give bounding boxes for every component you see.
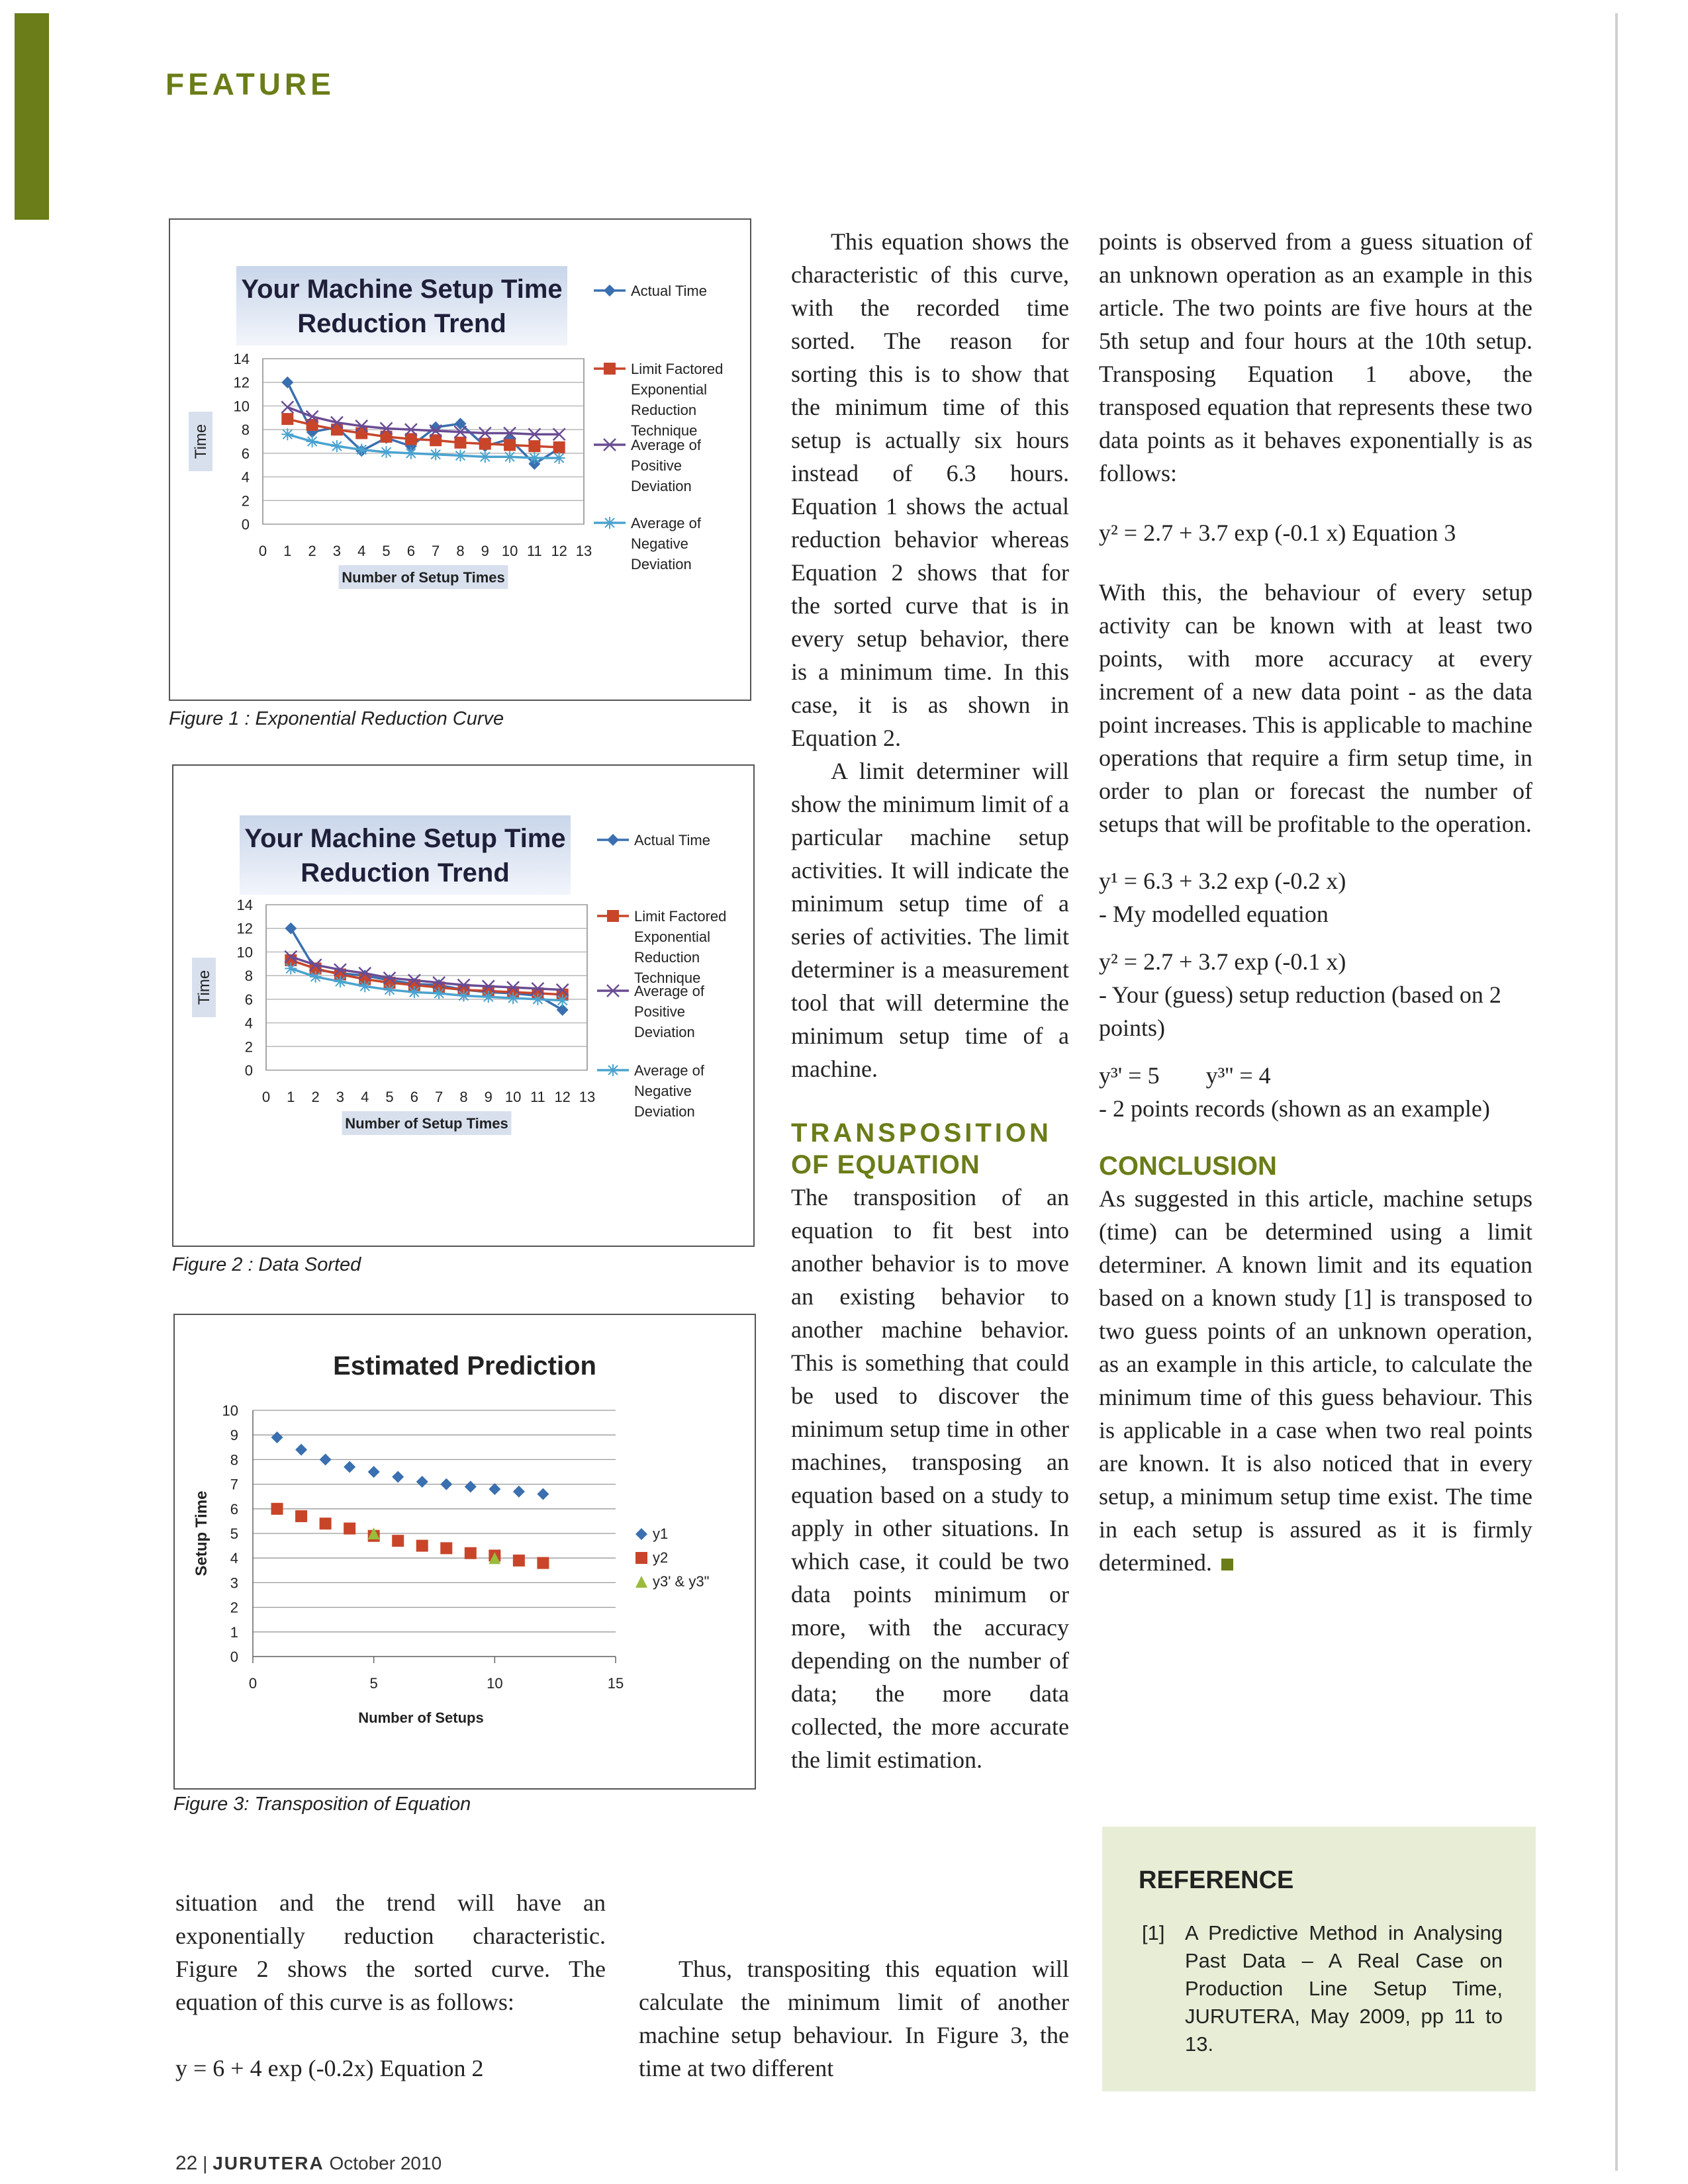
data-point — [285, 923, 297, 934]
page-footer — [175, 2152, 442, 2175]
transposition-heading-line-2: OF EQUATION — [791, 1150, 980, 1179]
y-tick-label: 0 — [241, 516, 250, 533]
data-point — [416, 1540, 428, 1552]
x-tick-label: 7 — [432, 543, 440, 559]
chart-title-line-1: Your Machine Setup Time — [244, 824, 566, 853]
x-tick-label: 11 — [526, 543, 542, 559]
x-tick-label: 0 — [258, 543, 267, 559]
figure-2-chart — [173, 766, 753, 1246]
y1-equation: y¹ = 6.3 + 3.2 exp (-0.2 x) — [1099, 868, 1346, 894]
y3-second-point: y³'' = 4 — [1205, 1062, 1271, 1089]
conclusion-paragraph — [1099, 1182, 1532, 1579]
data-point — [528, 440, 540, 452]
y-tick-label: 10 — [236, 944, 253, 961]
legend-label: Reduction — [634, 949, 700, 966]
y-axis-title — [189, 412, 212, 471]
x-tick-label: 5 — [369, 1675, 378, 1692]
legend-label: Deviation — [634, 1024, 695, 1040]
series-1 — [285, 923, 568, 1016]
y-tick-label: 3 — [230, 1574, 238, 1592]
legend-label: Reduction — [631, 402, 697, 418]
legend-label: Average of — [631, 515, 702, 531]
chart-title-banner — [236, 266, 567, 345]
data-point — [483, 991, 494, 1003]
data-point — [489, 1483, 500, 1495]
y-tick-label: 6 — [230, 1500, 238, 1518]
data-point — [320, 1453, 332, 1465]
y-tick-label: 8 — [241, 422, 250, 439]
middle-paragraph-1: This equation shows the characteristic of this curve, with the recorded time sorted. The reason for sorting this is to show that the minimum time of this setup is actually six hours instead of 6.3 hours. Equation 1 shows the actual reduction behavior whereas Equation 2 shows that for the sorted curve that is in every setup behavior, there is a minimum time. In this case, it is as shown in Equation 2. — [791, 228, 1069, 751]
x-tick-label: 12 — [554, 1089, 571, 1105]
legend — [597, 832, 726, 1120]
x-tick-label: 6 — [406, 543, 415, 559]
series-line — [291, 960, 562, 995]
data-point — [537, 1557, 549, 1569]
legend-label: Exponential — [631, 381, 707, 398]
legend-label: y2 — [653, 1549, 669, 1566]
data-point — [557, 995, 569, 1007]
equation-2: y = 6 + 4 exp (-0.2x) Equation 2 — [175, 2055, 484, 2081]
data-point — [320, 1518, 332, 1529]
x-axis-title-text: Number of Setup Times — [342, 569, 505, 586]
x-tick-label: 13 — [575, 543, 592, 559]
legend-swatch-marker — [604, 285, 616, 296]
issue-date: October 2010 — [329, 2153, 442, 2173]
data-point — [513, 1486, 525, 1498]
page-edge-line — [1615, 13, 1618, 2171]
legend-swatch-marker — [635, 1576, 647, 1588]
middle-bottom-column — [639, 1952, 1069, 2085]
legend-label: Limit Factored — [631, 361, 724, 377]
legend-label: y3' & y3" — [653, 1573, 710, 1590]
data-point — [513, 1555, 525, 1567]
legend-swatch-marker — [604, 363, 616, 375]
y2-equation: y² = 2.7 + 3.7 exp (-0.1 x) — [1099, 948, 1346, 975]
chart-title-line-2: Reduction Trend — [297, 309, 506, 338]
data-point — [465, 1547, 477, 1559]
middle-paragraph-4: Thus, transpositing this equation will calculate the minimum limit of another machine setup behaviour. In Figure 3, the time at two different — [639, 1956, 1069, 2081]
middle-paragraph-3: The transposition of an equation to fit best into another behavior is to move an existing behavior to another machine behavior. This is something that could be used to discover the minimum setup time in other machines, transposing an equation based on a study to apply in other situations. In which case, it could be two data points minimum or more, with the accuracy depending on the number of data; the more data collected, the more accurate the limit estimation. — [791, 1184, 1069, 1773]
data-point — [504, 451, 516, 463]
legend-label: Deviation — [634, 1103, 695, 1120]
right-paragraph-1: points is observed from a guess situation of an unknown operation as an example in this article. The two points are five hours at the 5th setup and four hours at the 10th setup. Transposing Equation 1 above, the transposed equation that represents these two data points as it behaves exponentially is as follows: — [1099, 228, 1532, 486]
y-tick-label: 10 — [233, 398, 250, 415]
x-axis-title — [339, 565, 508, 589]
conclusion-heading: CONCLUSION — [1099, 1152, 1277, 1181]
data-point — [504, 439, 516, 451]
data-point — [281, 413, 293, 425]
figure-1-caption: Figure 1 : Exponential Reduction Curve — [169, 708, 504, 729]
y-tick-label: 10 — [222, 1402, 238, 1419]
data-point — [416, 1476, 428, 1488]
x-tick-label: 7 — [435, 1089, 444, 1105]
x-tick-label: 9 — [481, 543, 489, 559]
equation-3: y² = 2.7 + 3.7 exp (-0.1 x) Equation 3 — [1099, 520, 1456, 546]
reference-title: REFERENCE — [1139, 1866, 1294, 1894]
data-point — [392, 1471, 404, 1482]
y3-first-point: y³' = 5 — [1099, 1062, 1160, 1089]
legend-swatch-marker — [607, 910, 619, 922]
data-point — [465, 1480, 477, 1492]
data-point — [295, 1444, 307, 1456]
reference-number: [1] — [1142, 1921, 1165, 1944]
series-3 — [281, 401, 565, 440]
figure-1 — [169, 218, 751, 701]
figure-2-caption: Figure 2 : Data Sorted — [172, 1254, 361, 1275]
data-point — [281, 377, 293, 388]
x-tick-label: 10 — [501, 543, 518, 559]
x-tick-label: 11 — [530, 1089, 545, 1105]
figure-3-caption: Figure 3: Transposition of Equation — [173, 1794, 471, 1815]
legend-swatch-marker — [607, 834, 619, 846]
data-point — [405, 447, 417, 459]
x-tick-label: 3 — [336, 1089, 345, 1105]
data-point — [507, 992, 519, 1004]
x-tick-label: 15 — [607, 1675, 624, 1692]
y3-note: - 2 points records (shown as an example) — [1099, 1095, 1490, 1122]
series-line — [287, 383, 559, 464]
legend-label: Negative — [631, 535, 688, 552]
legend-label: Deviation — [631, 478, 692, 494]
legend-label: Actual Time — [631, 283, 707, 299]
y-tick-label: 12 — [233, 374, 250, 391]
data-point — [433, 987, 445, 999]
x-tick-label: 8 — [459, 1089, 468, 1105]
y-tick-label: 4 — [244, 1015, 253, 1032]
x-tick-label: 0 — [248, 1675, 258, 1692]
y-tick-label: 14 — [236, 897, 253, 913]
x-tick-label: 0 — [261, 1089, 271, 1105]
x-tick-label: 2 — [308, 543, 316, 559]
data-point — [553, 441, 565, 453]
legend-label: Actual Time — [634, 832, 710, 848]
y-tick-label: 0 — [230, 1649, 238, 1665]
y2-note: - Your (guess) setup reduction (based on 2 points) — [1099, 981, 1501, 1041]
data-point — [479, 438, 491, 450]
middle-column — [791, 225, 1069, 1776]
figure-2 — [172, 764, 755, 1247]
transposition-heading-line-1: TRANSPOSITION — [791, 1118, 1052, 1148]
y-tick-label: 14 — [233, 351, 250, 367]
series-2 — [271, 1503, 549, 1569]
data-point — [331, 424, 343, 435]
y1-note: - My modelled equation — [1099, 901, 1329, 927]
legend-label: Average of — [634, 1062, 705, 1079]
y-tick-label: 8 — [230, 1451, 238, 1469]
y-axis-title-text: Time — [195, 970, 213, 1005]
data-point — [344, 1523, 355, 1535]
data-point — [359, 980, 371, 992]
x-tick-label: 12 — [551, 543, 567, 559]
data-point — [306, 435, 318, 447]
y-tick-label: 4 — [230, 1550, 238, 1567]
chart-title: Estimated Prediction — [333, 1351, 596, 1381]
conclusion-text: As suggested in this article, machine setups (time) can be determined using a limit determiner. A known limit and its equation based on a known study [1] is transposed to two guess points of an unknown operation, as an example in this article, to calculate the minimum time of this guess behaviour. This is applicable in a case when two real points are known. It is also noticed that in every setup, a minimum setup time exist. The time in each setup is assured as it is firmly determined. — [1099, 1185, 1532, 1576]
legend-swatch-marker — [635, 1528, 647, 1540]
data-point — [479, 451, 491, 463]
data-point — [440, 1542, 452, 1554]
x-tick-label: 4 — [357, 543, 366, 559]
legend-label: Limit Factored — [634, 908, 727, 925]
right-column — [1099, 225, 1532, 1579]
data-point — [454, 437, 466, 449]
data-point — [528, 452, 540, 464]
magazine-name: JURUTERA — [212, 2153, 324, 2173]
data-point — [285, 962, 297, 974]
y-tick-label: 4 — [241, 469, 250, 486]
y-axis-title — [192, 958, 216, 1017]
chart-title-line-1: Your Machine Setup Time — [241, 275, 563, 304]
x-tick-label: 5 — [385, 1089, 394, 1105]
data-point — [355, 428, 367, 439]
x-tick-label: 13 — [579, 1089, 596, 1105]
y-tick-label: 0 — [244, 1062, 253, 1079]
data-point — [392, 1535, 404, 1547]
y-tick-label: 8 — [244, 968, 253, 985]
x-tick-label: 9 — [484, 1089, 492, 1105]
data-point — [331, 440, 343, 452]
x-tick-label: 1 — [283, 543, 292, 559]
figure-3-chart — [175, 1315, 755, 1788]
left-paragraph: situation and the trend will have an exponentially reduction characteristic. Figure 2 shows the sorted curve. The equation of this curve is as follows: — [175, 1889, 606, 2015]
legend-label: Technique — [631, 422, 698, 439]
data-point — [334, 976, 346, 987]
series-1 — [271, 1432, 549, 1500]
legend-label: Positive — [634, 1003, 686, 1020]
reference-text: A Predictive Method in Analysing Past Data – A Real Case on Production Line Setup Time, JURUTERA, May 2009, pp 11 to 13. — [1185, 1921, 1503, 2056]
section-label: FEATURE — [165, 67, 335, 101]
x-tick-label: 8 — [456, 543, 465, 559]
series-line — [287, 407, 559, 434]
y-tick-label: 2 — [244, 1038, 253, 1056]
middle-paragraph-2: A limit determiner will show the minimum limit of a particular machine setup activities. It will indicate the minimum setup time of a series of activities. The limit determiner is a measurement tool that will determine the minimum setup time of a machine. — [791, 758, 1069, 1082]
x-axis-title-text: Number of Setup Times — [345, 1115, 508, 1132]
series-1 — [281, 377, 565, 470]
legend — [594, 283, 723, 572]
legend-swatch-marker — [604, 517, 616, 529]
y-axis-title-text: Time — [192, 424, 210, 459]
data-point — [355, 444, 367, 456]
x-tick-label: 3 — [332, 543, 342, 559]
data-point — [532, 993, 543, 1005]
legend-label: Negative — [634, 1083, 692, 1099]
y-tick-label: 12 — [236, 920, 253, 937]
section-color-bar — [15, 13, 49, 220]
x-axis-title — [342, 1111, 512, 1135]
data-point — [381, 446, 393, 458]
reference-box — [1102, 1827, 1536, 2091]
data-point — [440, 1479, 452, 1490]
data-point — [281, 401, 293, 413]
legend-label: Positive — [631, 457, 682, 474]
y-tick-label: 6 — [244, 991, 253, 1008]
x-tick-label: 1 — [287, 1089, 295, 1105]
legend-swatch-marker — [607, 1064, 619, 1076]
legend — [635, 1525, 709, 1590]
y-tick-label: 5 — [230, 1525, 238, 1542]
series-3 — [285, 951, 568, 996]
footer-divider: | — [203, 2153, 213, 2173]
left-bottom-column — [175, 1886, 606, 2085]
y-tick-label: 7 — [230, 1476, 238, 1493]
data-point — [430, 449, 442, 461]
legend-swatch-marker — [635, 1552, 647, 1564]
data-point — [408, 986, 420, 998]
data-point — [271, 1503, 283, 1515]
y-axis-title: Setup Time — [193, 1490, 211, 1576]
x-tick-label: 10 — [487, 1675, 503, 1692]
figure-1-chart — [170, 220, 750, 700]
figure-3 — [173, 1314, 756, 1790]
chart-title-banner — [240, 815, 571, 895]
y-tick-label: 1 — [230, 1623, 238, 1641]
x-axis-title: Number of Setups — [358, 1709, 484, 1726]
y-tick-label: 9 — [230, 1427, 238, 1444]
series-3 — [368, 1527, 501, 1564]
chart-title-line-2: Reduction Trend — [301, 858, 510, 887]
legend-label: Average of — [631, 437, 702, 453]
data-point — [368, 1466, 380, 1478]
x-tick-label: 10 — [504, 1089, 522, 1105]
y-tick-label: 2 — [241, 492, 250, 510]
end-mark-icon — [1221, 1559, 1233, 1570]
data-point — [281, 428, 293, 440]
data-point — [454, 449, 466, 461]
x-tick-label: 4 — [361, 1089, 369, 1105]
legend-label: Technique — [634, 970, 701, 986]
data-point — [537, 1488, 549, 1500]
y-tick-label: 6 — [241, 445, 250, 462]
data-point — [310, 971, 322, 983]
y3-equations — [1099, 1059, 1532, 1092]
legend-label: y1 — [653, 1525, 669, 1542]
data-point — [271, 1432, 283, 1443]
x-tick-label: 2 — [311, 1089, 320, 1105]
data-point — [457, 990, 469, 1002]
data-point — [295, 1510, 307, 1522]
x-tick-label: 6 — [410, 1089, 418, 1105]
legend-label: Exponential — [634, 929, 710, 945]
data-point — [553, 452, 565, 464]
y-tick-label: 2 — [230, 1599, 238, 1616]
page-number: 22 — [175, 2152, 198, 2174]
legend-label: Deviation — [631, 556, 692, 572]
x-tick-label: 5 — [382, 543, 391, 559]
data-point — [384, 984, 396, 996]
data-point — [344, 1461, 355, 1473]
legend-label: Average of — [634, 983, 705, 999]
right-paragraph-2: With this, the behaviour of every setup activity can be known with at least two points, with more accuracy at every increment of a new data point - as the data point increases. This is applicable to machine operations that require a firm setup time, in order to plan or forecast the number of setups that will be profitable to the operation. — [1099, 579, 1532, 837]
transposition-heading — [791, 1117, 1069, 1181]
